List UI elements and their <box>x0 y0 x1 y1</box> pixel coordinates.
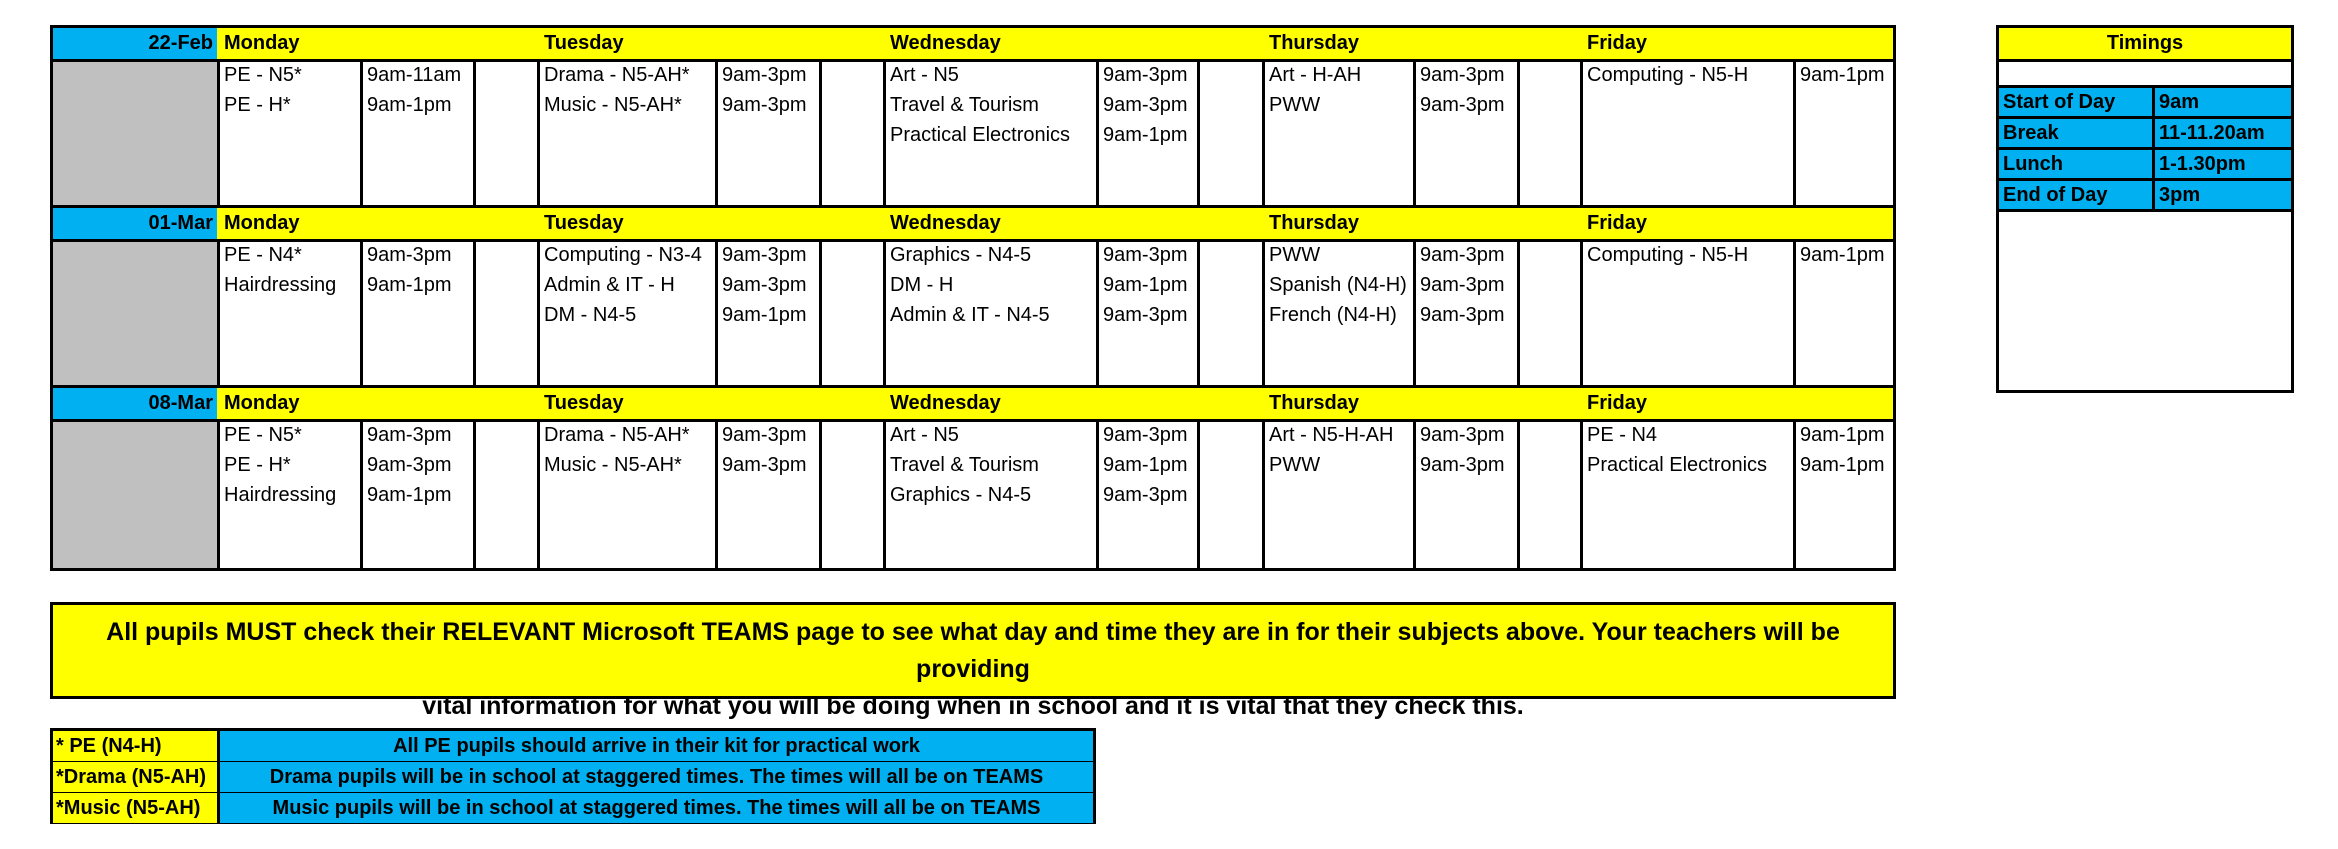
subject-name: PE - N4* <box>224 244 302 266</box>
grid-column-divider <box>1580 28 1583 568</box>
grid-row-divider <box>53 239 1893 242</box>
subject-time: 9am-3pm <box>722 94 807 116</box>
subject-time: 9am-3pm <box>722 244 807 266</box>
subject-name: Hairdressing <box>224 484 337 506</box>
grid-row-divider <box>53 59 1893 62</box>
grid-column-divider <box>819 28 822 568</box>
day-label-monday: Monday <box>224 32 300 54</box>
timing-label: End of Day <box>2003 184 2108 206</box>
subject-name: PWW <box>1269 94 1321 116</box>
day-label-thursday: Thursday <box>1269 212 1360 234</box>
subject-time: 9am-3pm <box>722 424 807 446</box>
subject-time: 9am-1pm <box>1103 454 1188 476</box>
subject-time: 9am-1pm <box>367 484 452 506</box>
subject-name: Graphics - N4-5 <box>890 244 1032 266</box>
timings-row <box>1999 181 2291 212</box>
key-table <box>50 728 1096 824</box>
subject-name: PE - N5* <box>224 424 302 446</box>
subject-name: DM - N4-5 <box>544 304 637 326</box>
subject-time: 9am-3pm <box>1103 94 1188 116</box>
subject-name: Computing - N3-4 <box>544 244 702 266</box>
subject-name: Travel & Tourism <box>890 94 1039 116</box>
subject-name: Art - H-AH <box>1269 64 1362 86</box>
teams-notice <box>50 602 1896 720</box>
subject-name: Computing - N5-H <box>1587 64 1749 86</box>
day-label-friday: Friday <box>1587 32 1648 54</box>
week-spacer-cell <box>53 242 217 385</box>
subject-name: DM - H <box>890 274 954 296</box>
subject-time: 9am-1pm <box>367 94 452 116</box>
subject-name: Art - N5-H-AH <box>1269 424 1394 446</box>
day-label-friday: Friday <box>1587 212 1648 234</box>
subject-time: 9am-3pm <box>1103 424 1188 446</box>
subject-name: Computing - N5-H <box>1587 244 1749 266</box>
subject-time: 9am-1pm <box>722 304 807 326</box>
timing-divider <box>2152 150 2155 178</box>
timing-divider <box>2152 181 2155 209</box>
key-row <box>53 762 1093 792</box>
subject-name: Travel & Tourism <box>890 454 1039 476</box>
timing-label: Lunch <box>2003 153 2063 175</box>
week-spacer-cell <box>53 62 217 205</box>
timing-value: 3pm <box>2159 184 2201 206</box>
key-note: All PE pupils should arrive in their kit for practical work <box>220 731 1093 761</box>
subject-name: PWW <box>1269 454 1321 476</box>
day-label-thursday: Thursday <box>1269 32 1360 54</box>
notice-line-2: vital information for what you will be doing when in school and it is vital that they check this. <box>422 692 1524 720</box>
grid-row-divider <box>53 419 1893 422</box>
subject-time: 9am-3pm <box>1103 484 1188 506</box>
subject-name: Admin & IT - H <box>544 274 675 296</box>
day-label-tuesday: Tuesday <box>544 212 624 234</box>
subject-time: 9am-3pm <box>367 424 452 446</box>
key-row <box>53 731 1093 761</box>
key-subject: *Music (N5-AH) <box>53 793 217 823</box>
subject-time: 9am-3pm <box>722 64 807 86</box>
subject-time: 9am-1pm <box>1103 124 1188 146</box>
timing-value: 9am <box>2159 91 2200 113</box>
day-label-tuesday: Tuesday <box>544 32 624 54</box>
subject-name: Hairdressing <box>224 274 337 296</box>
subject-name: Music - N5-AH* <box>544 94 682 116</box>
key-subject: *Drama (N5-AH) <box>53 762 217 792</box>
day-label-wednesday: Wednesday <box>890 32 1001 54</box>
subject-name: Drama - N5-AH* <box>544 424 690 446</box>
week-date: 08-Mar <box>53 388 217 419</box>
day-label-friday: Friday <box>1587 392 1648 414</box>
notice-line-1: All pupils MUST check their RELEVANT Microsoft TEAMS page to see what day and time they are in for their subjects above. Your teachers will be providing <box>106 618 1840 683</box>
key-row <box>53 793 1093 823</box>
subject-name: Admin & IT - N4-5 <box>890 304 1050 326</box>
subject-time: 9am-3pm <box>1103 64 1188 86</box>
subject-name: Drama - N5-AH* <box>544 64 690 86</box>
subject-name: Art - N5 <box>890 64 959 86</box>
subject-time: 9am-1pm <box>367 274 452 296</box>
timing-label: Break <box>2003 122 2059 144</box>
subject-name: Music - N5-AH* <box>544 454 682 476</box>
subject-time: 9am-3pm <box>367 244 452 266</box>
subject-time: 9am-3pm <box>1420 244 1505 266</box>
subject-time: 9am-3pm <box>1420 304 1505 326</box>
day-label-monday: Monday <box>224 392 300 414</box>
timing-value: 1-1.30pm <box>2159 153 2246 175</box>
day-label-wednesday: Wednesday <box>890 392 1001 414</box>
subject-name: PE - N4 <box>1587 424 1658 446</box>
week-date: 01-Mar <box>53 208 217 239</box>
subject-time: 9am-3pm <box>1420 424 1505 446</box>
timing-value: 11-11.20am <box>2159 122 2265 144</box>
subject-time: 9am-3pm <box>1420 274 1505 296</box>
subject-time: 9am-3pm <box>1420 454 1505 476</box>
key-note: Music pupils will be in school at staggered times. The times will all be on TEAMS <box>220 793 1093 823</box>
timings-row <box>1999 150 2291 181</box>
subject-time: 9am-1pm <box>1800 64 1885 86</box>
grid-column-divider <box>1197 28 1200 568</box>
day-label-wednesday: Wednesday <box>890 212 1001 234</box>
subject-time: 9am-1pm <box>1103 274 1188 296</box>
timing-divider <box>2152 119 2155 147</box>
key-note: Drama pupils will be in school at staggered times. The times will all be on TEAMS <box>220 762 1093 792</box>
subject-name: PE - H* <box>224 454 291 476</box>
subject-name: Practical Electronics <box>1587 454 1768 476</box>
weekly-timetable <box>50 25 1896 571</box>
day-label-tuesday: Tuesday <box>544 392 624 414</box>
day-label-monday: Monday <box>224 212 300 234</box>
subject-time: 9am-3pm <box>1420 64 1505 86</box>
subject-name: Spanish (N4-H) <box>1269 274 1407 296</box>
week-date: 22-Feb <box>53 28 217 59</box>
subject-time: 9am-3pm <box>367 454 452 476</box>
subject-time: 9am-3pm <box>1420 94 1505 116</box>
timing-divider <box>2152 88 2155 116</box>
grid-column-divider <box>473 28 476 568</box>
subject-name: PE - N5* <box>224 64 302 86</box>
subject-time: 9am-3pm <box>722 274 807 296</box>
grid-column-divider <box>1793 28 1796 568</box>
subject-name: Art - N5 <box>890 424 959 446</box>
timings-title: Timings <box>1999 28 2291 62</box>
subject-time: 9am-1pm <box>1800 424 1885 446</box>
subject-time: 9am-1pm <box>1800 244 1885 266</box>
subject-time: 9am-3pm <box>1103 244 1188 266</box>
key-subject: * PE (N4-H) <box>53 731 217 761</box>
subject-time: 9am-3pm <box>1103 304 1188 326</box>
timings-row <box>1999 88 2291 119</box>
week-spacer-cell <box>53 422 217 568</box>
timing-label: Start of Day <box>2003 91 2116 113</box>
subject-time: 9am-11am <box>367 64 462 86</box>
subject-time: 9am-3pm <box>722 454 807 476</box>
timings-panel <box>1996 25 2294 393</box>
subject-name: PE - H* <box>224 94 291 116</box>
subject-name: Graphics - N4-5 <box>890 484 1032 506</box>
timings-row <box>1999 119 2291 150</box>
day-label-thursday: Thursday <box>1269 392 1360 414</box>
subject-time: 9am-1pm <box>1800 454 1885 476</box>
subject-name: French (N4-H) <box>1269 304 1397 326</box>
grid-column-divider <box>1517 28 1520 568</box>
subject-name: PWW <box>1269 244 1321 266</box>
subject-name: Practical Electronics <box>890 124 1071 146</box>
